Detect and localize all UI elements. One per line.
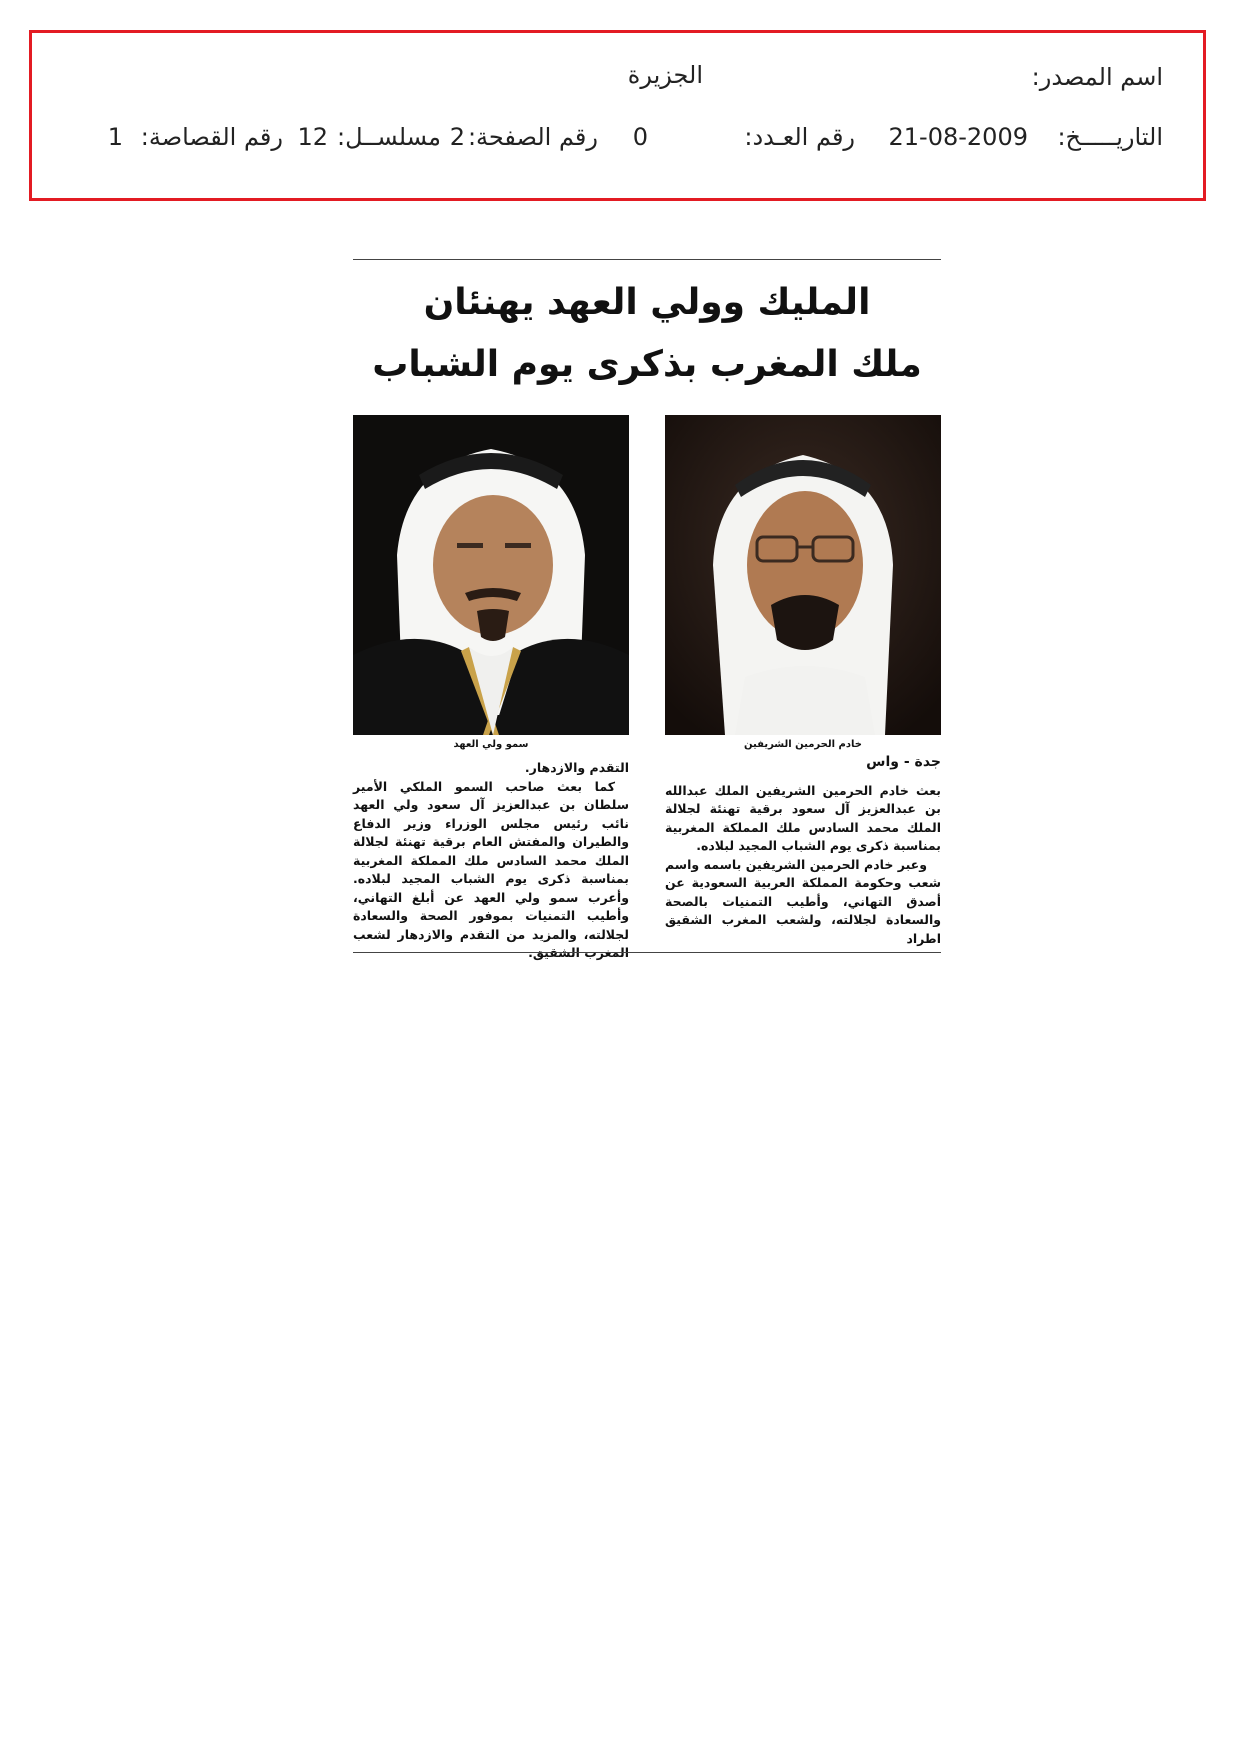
caption-left: سمو ولي العهد [453,739,529,750]
paragraph: وعبر خادم الحرمين الشريفين باسمه واسم شعب وحكومة المملكة العربية السعودية عن أصدق التهاني، وأطيب التمنيات بالصحة والسعادة لجلالته، ولشعب المغرب الشقيق اطراد [665,856,941,946]
metadata-box [29,30,1206,201]
serial-label: مسلســل: [337,123,441,151]
clip-label: رقم القصاصة: [140,123,283,151]
page-label: رقم الصفحة: [467,123,598,151]
photo-crown-prince [353,415,629,735]
date-label: التاريـــــخ: [1057,123,1163,151]
bottom-rule [353,952,941,953]
paragraph: التقدم والازدهار. [524,760,629,775]
photo-king [665,415,941,735]
paragraph: كما بعث صاحب السمو الملكي الأمير سلطان بن عبدالعزيز آل سعود ولي العهد نائب رئيس مجلس الوزراء وزير الدفاع والطيران والمفتش العام برقية تهنئة لجلالة الملك محمد السادس ملك المملكة المغربية بمناسبة ذكرى يوم الشباب المجيد لبلاده. وأعرب سمو ولي العهد عن أبلغ التهاني، وأطيب التمنيات بموفور الصحة والسعادة لجلالته، والمزيد من التقدم والازدهار لشعب المغرب الشقيق. [353,778,629,960]
issue-label: رقم العـدد: [744,123,855,151]
top-rule [353,259,941,260]
body-column-left [353,759,629,963]
caption-right: خادم الحرمين الشريفين [744,739,862,750]
headline-line-2: ملك المغرب بذكرى يوم الشباب [372,344,922,385]
clip-value: 1 [107,123,123,151]
paragraph: بعث خادم الحرمين الشريفين الملك عبدالله بن عبدالعزيز آل سعود برقية تهنئة لجلالة الملك محمد السادس ملك المملكة المغربية بمناسبة ذكرى يوم الشباب المجيد لبلاده. [665,782,941,853]
issue-value: 0 [632,123,648,151]
source-value: الجزيرة [627,61,703,89]
article-clipping [353,259,941,960]
dateline: جدة - واس [866,754,941,770]
page-value: 2 [449,123,465,151]
date-value: 21-08-2009 [888,123,1028,151]
source-label: اسم المصدر: [1031,63,1163,91]
headline-line-1: المليك وولي العهد يهنئان [423,282,871,323]
serial-value: 12 [297,123,328,151]
body-column-right [665,753,941,948]
